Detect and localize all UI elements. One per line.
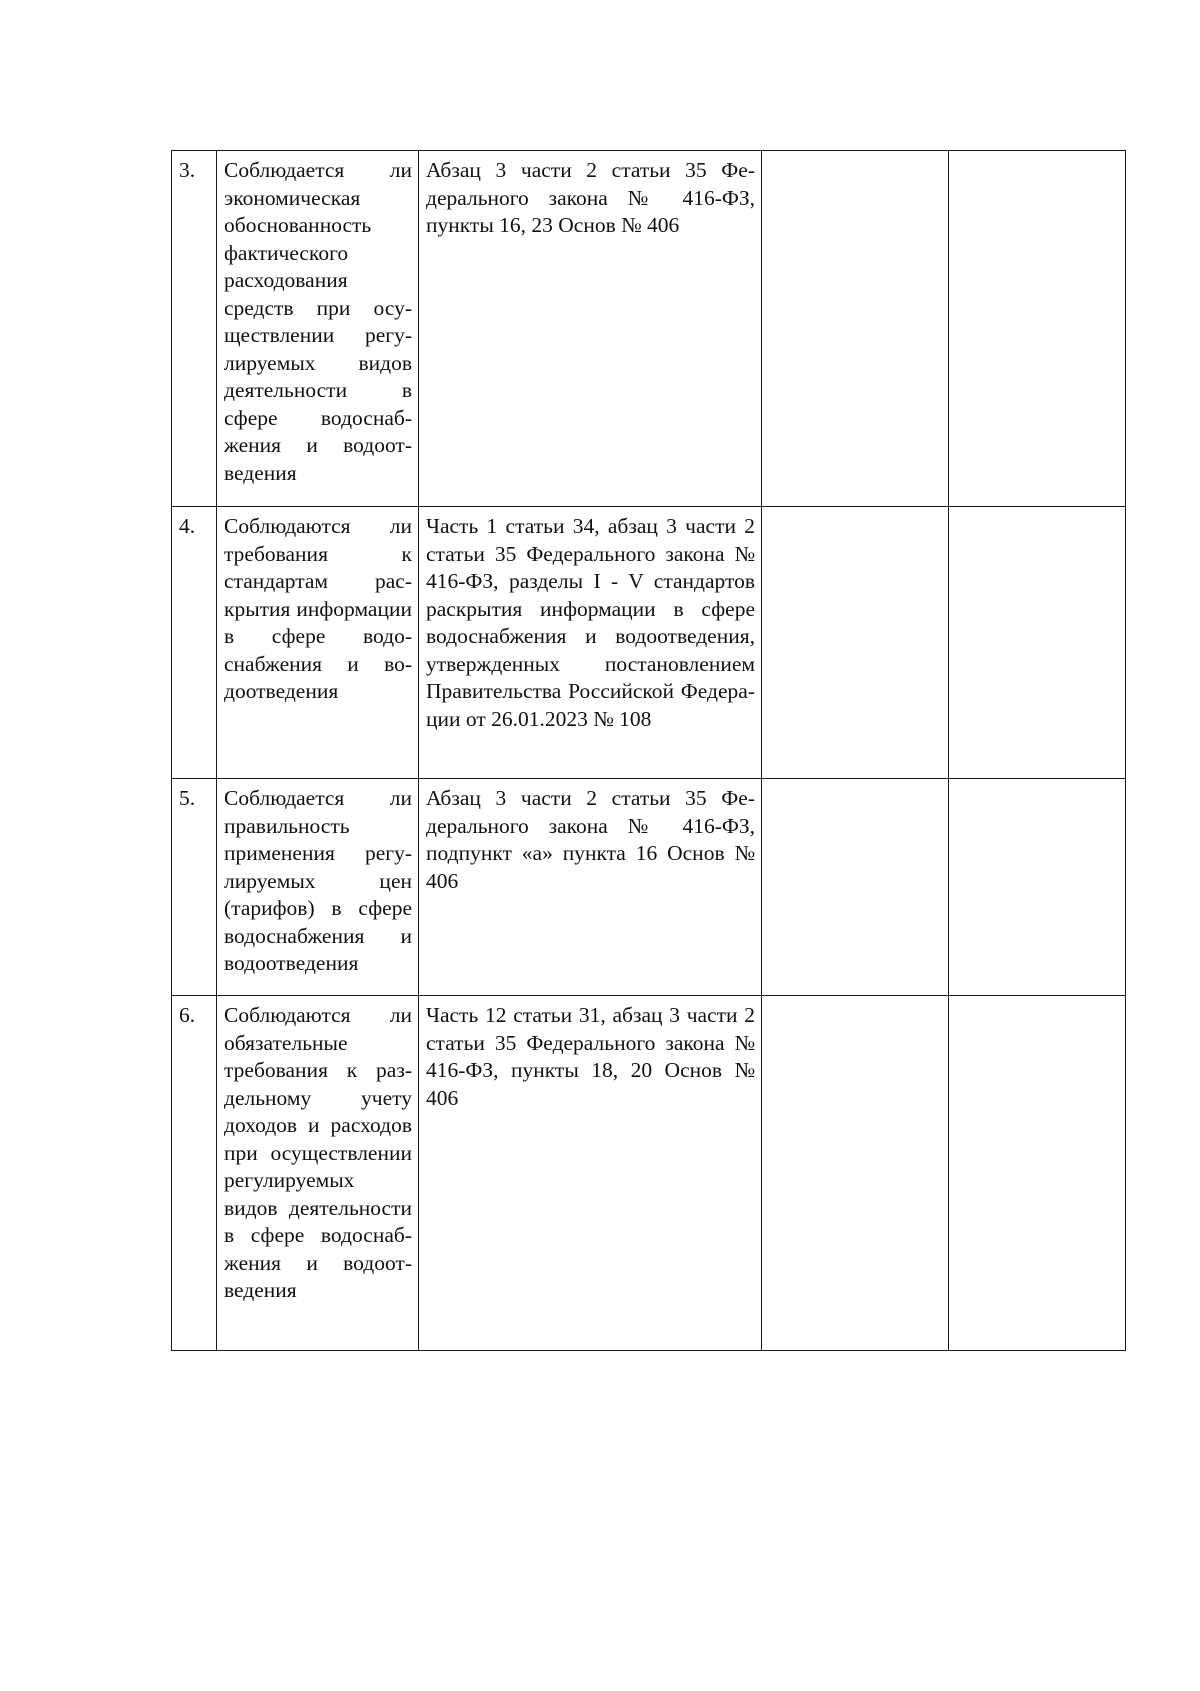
table-row	[172, 779, 1126, 996]
question-cell: Соблюдается ли экономическая обоснованность фактического расходования средств при осуществлении регулируемых видов деятельности в сфере водоснабжения и водоотведения	[217, 151, 419, 507]
table-row	[172, 151, 1126, 507]
question-cell: Соблюдаются ли обязательные требования к раздельному учету доходов и расходов при осуществлении регулируемых видов деятельности в сфере водоснабжения и водоотведения	[217, 996, 419, 1351]
legal-reference-cell: Часть 1 статьи 34, абзац 3 части 2 статьи 35 Федерального закона № 416-ФЗ, разделы I - V стандартов раскрытия информации в сфере водоснабжения и водоотведения, утвержденных постановлением Правительства Российской Федерации от 26.01.2023 № 108	[419, 507, 762, 779]
row-number: 5.	[172, 779, 217, 996]
table-row	[172, 507, 1126, 779]
checklist-table	[171, 150, 1126, 1351]
note-cell	[949, 996, 1126, 1351]
answer-cell	[762, 151, 949, 507]
row-number: 3.	[172, 151, 217, 507]
legal-reference-cell: Часть 12 статьи 31, абзац 3 части 2 статьи 35 Федерального закона № 416-ФЗ, пункты 18, 20 Основ № 406	[419, 996, 762, 1351]
question-cell: Соблюдаются ли требования к стандартам раскрытия информации в сфере водоснабжения и водоотведения	[217, 507, 419, 779]
legal-reference-cell: Абзац 3 части 2 статьи 35 Федерального закона № 416-ФЗ, пункты 16, 23 Основ № 406	[419, 151, 762, 507]
question-cell: Соблюдается ли правильность применения регулируемых цен (тарифов) в сфере водоснабжения и водоотведения	[217, 779, 419, 996]
row-number: 4.	[172, 507, 217, 779]
answer-cell	[762, 996, 949, 1351]
note-cell	[949, 507, 1126, 779]
row-number: 6.	[172, 996, 217, 1351]
note-cell	[949, 779, 1126, 996]
answer-cell	[762, 507, 949, 779]
table-row	[172, 996, 1126, 1351]
note-cell	[949, 151, 1126, 507]
legal-reference-cell: Абзац 3 части 2 статьи 35 Федерального закона № 416-ФЗ, подпункт «а» пункта 16 Основ № 406	[419, 779, 762, 996]
answer-cell	[762, 779, 949, 996]
